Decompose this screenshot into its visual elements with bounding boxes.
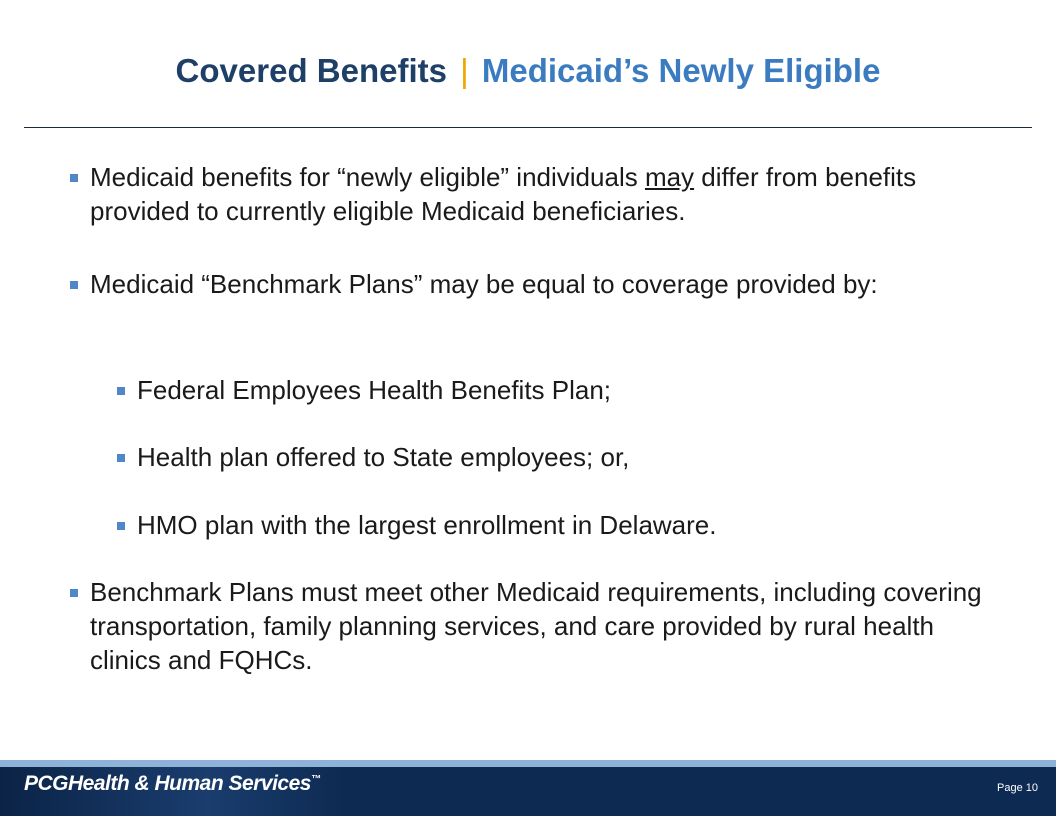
sub-bullet-item-3 bbox=[137, 508, 997, 542]
footer-accent-strip bbox=[0, 760, 1056, 767]
bullet-item-3 bbox=[90, 575, 1010, 677]
bullet-1-text-post: differ from benefits provided to currently eligible Medicaid beneficiaries. bbox=[90, 162, 917, 226]
title-subtitle: Medicaid’s Newly Eligible bbox=[481, 52, 881, 89]
bullet-2-text: Medicaid “Benchmark Plans” may be equal to coverage provided by: bbox=[90, 269, 878, 299]
square-bullet-icon bbox=[117, 454, 125, 462]
trademark-mark: ™ bbox=[310, 774, 321, 785]
title-main: Covered Benefits bbox=[175, 52, 447, 89]
sub-bullet-3-text: HMO plan with the largest enrollment in Delaware. bbox=[137, 510, 717, 540]
bullet-1-emphasis: may bbox=[644, 162, 695, 192]
logo-text: PCGHealth & Human Services bbox=[24, 772, 311, 795]
sub-bullet-1-text: Federal Employees Health Benefits Plan; bbox=[137, 375, 612, 405]
sub-bullet-item-1 bbox=[137, 373, 997, 407]
bullet-item-1 bbox=[90, 160, 1010, 228]
sub-bullet-2-text: Health plan offered to State employees; or, bbox=[137, 442, 630, 472]
page-number: Page 10 bbox=[997, 782, 1038, 794]
square-bullet-icon bbox=[117, 387, 125, 395]
square-bullet-icon bbox=[70, 281, 78, 289]
title-separator: | bbox=[460, 52, 469, 89]
bullet-1-text-pre: Medicaid benefits for “newly eligible” individuals bbox=[90, 162, 645, 192]
square-bullet-icon bbox=[117, 522, 125, 530]
bullet-3-text: Benchmark Plans must meet other Medicaid requirements, including covering transportation, family planning services, and care provided by rural health clinics and FQHCs. bbox=[90, 577, 982, 675]
company-logo bbox=[24, 772, 320, 796]
sub-bullet-item-2 bbox=[137, 440, 997, 474]
square-bullet-icon bbox=[70, 174, 78, 182]
bullet-item-2 bbox=[90, 267, 1010, 301]
square-bullet-icon bbox=[70, 589, 78, 597]
